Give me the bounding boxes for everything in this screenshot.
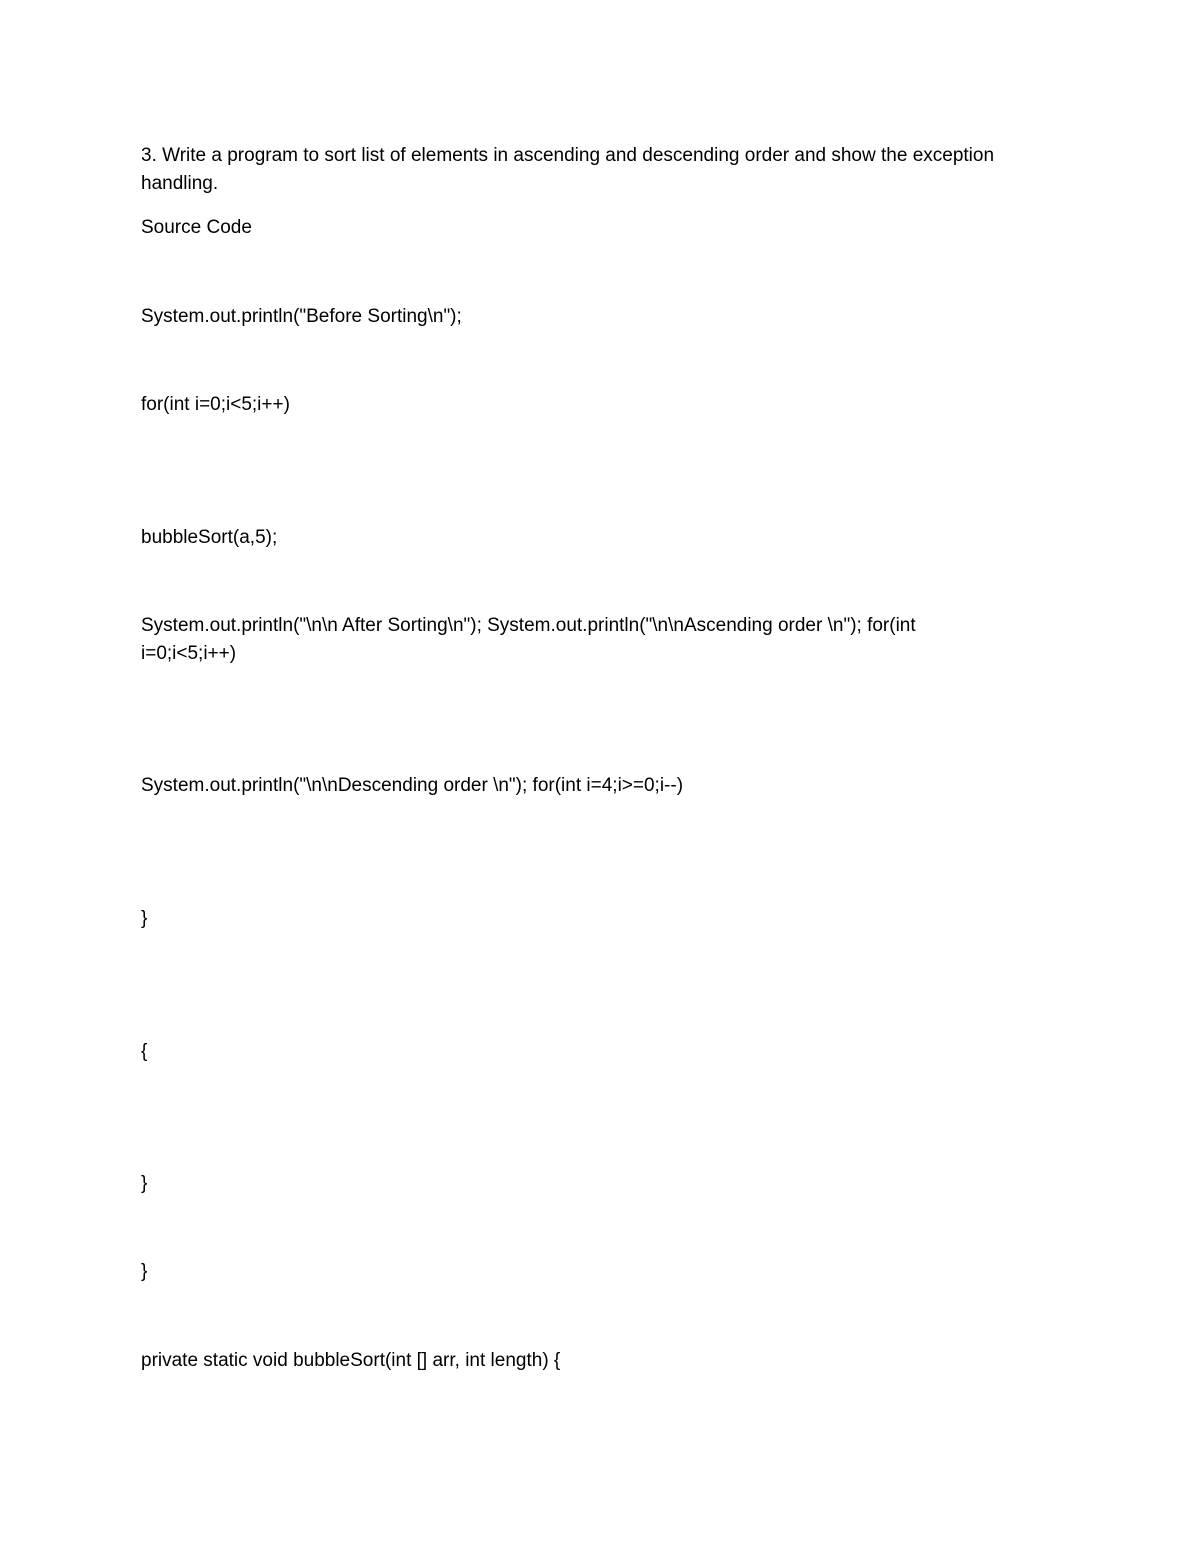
code-line: { (141, 1041, 148, 1062)
code-line: System.out.println("\n\nDescending order \n"); for(int i=4;i>=0;i--) (141, 775, 684, 796)
code-line: private static void bubbleSort(int [] arr, int length) { (141, 1350, 561, 1371)
code-line: bubbleSort(a,5); (141, 527, 278, 548)
code-line: System.out.println("\n\n After Sorting\n"); System.out.println("\n\nAscending order \n"); for(int i=0;i<5;i++) (141, 615, 921, 664)
code-line: } (141, 908, 148, 929)
code-line: } (141, 1261, 148, 1282)
code-line: System.out.println("Before Sorting\n"); (141, 306, 462, 327)
section-label: Source Code (141, 217, 252, 238)
code-line: for(int i=0;i<5;i++) (141, 394, 290, 415)
question-text: 3. Write a program to sort list of elements in ascending and descending order and show the exception handling. (141, 145, 1000, 194)
code-line: } (141, 1173, 148, 1194)
